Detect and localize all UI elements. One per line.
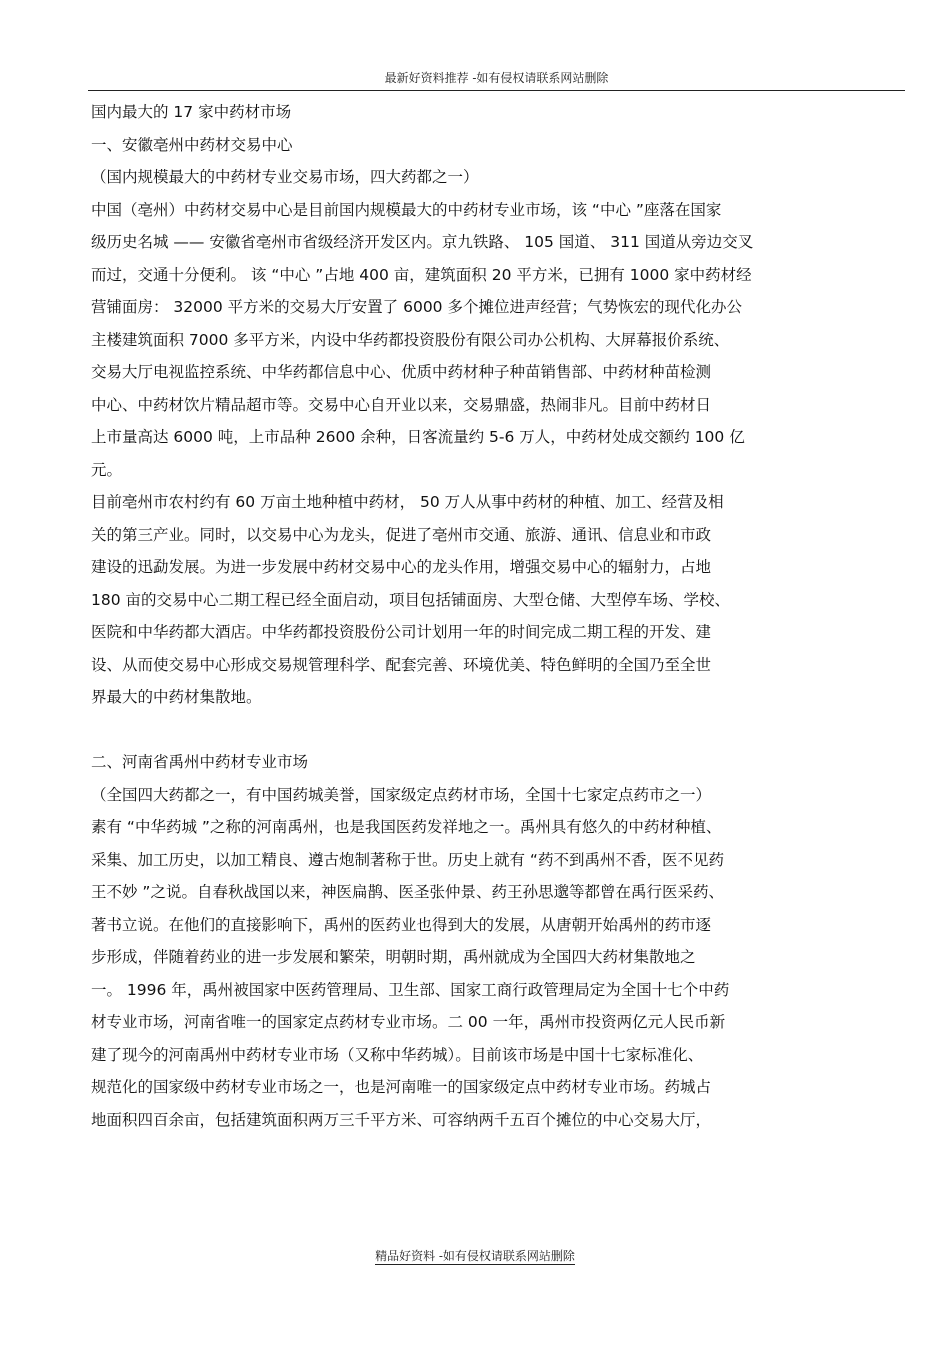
section-subtitle-yuzhou: （全国四大药都之一，有中国药城美誉，国家级定点药材市场，全国十七家定点药市之一）	[91, 785, 712, 804]
section-heading-yuzhou: 二、河南省禹州中药材专业市场	[91, 753, 309, 771]
section-spacer	[91, 714, 891, 747]
section-heading-bozhou: 一、安徽亳州中药材交易中心	[91, 135, 293, 154]
paragraph-line: 采集、加工历史，以加工精良、遵古炮制著称于世。历史上就有 “药不到禹州不香，医不见药	[91, 850, 724, 869]
page-footer	[0, 1248, 950, 1264]
document-body	[91, 96, 891, 1136]
paragraph-line: 关的第三产业。同时，以交易中心为龙头，促进了亳州市交通、旅游、通讯、信息业和市政	[91, 525, 712, 544]
footer-text: 精品好资料 -如有侵权请联系网站删除	[375, 1249, 575, 1263]
paragraph-line: 步形成，伴随着药业的进一步发展和繁荣，明朝时期，禹州就成为全国四大药材集散地之	[91, 948, 696, 966]
paragraph-line: 上市量高达 6000 吨，上市品种 2600 余种，日客流量约 5-6 万人，中药材处成交额约 100 亿	[91, 428, 745, 446]
doc-title: 国内最大的 17 家中药材市场	[91, 103, 292, 121]
paragraph-line: 地面积四百余亩，包括建筑面积两万三千平方米、可容纳两千五百个摊位的中心交易大厅，	[91, 1110, 712, 1129]
paragraph-line: 设、从而使交易中心形成交易规管理科学、配套完善、环境优美、特色鲜明的全国乃至全世	[91, 655, 712, 674]
paragraph-line: 而过，交通十分便利。 该 “中心 ”占地 400 亩，建筑面积 20 平方米，已拥有 1000 家中药材经	[91, 265, 752, 284]
paragraph-line: 营铺面房： 32000 平方米的交易大厅安置了 6000 多个摊位进声经营；气势恢宏的现代化办公	[91, 298, 742, 316]
paragraph-line: 医院和中华药都大酒店。中华药都投资股份公司计划用一年的时间完成二期工程的开发、建	[91, 623, 712, 641]
paragraph-line: 著书立说。在他们的直接影响下，禹州的医药业也得到大的发展，从唐朝开始禹州的药市逐	[91, 915, 712, 934]
paragraph-line: 一。 1996 年，禹州被国家中医药管理局、卫生部、国家工商行政管理局定为全国十七个中药	[91, 980, 730, 999]
paragraph-line: 规范化的国家级中药材专业市场之一，也是河南唯一的国家级定点中药材专业市场。药城占	[91, 1078, 712, 1096]
paragraph-line: 目前亳州市农村约有 60 万亩土地种植中药材， 50 万人从事中药材的种植、加工、经营及相	[91, 493, 724, 511]
paragraph-line: 建设的迅勐发展。为进一步发展中药材交易中心的龙头作用，增强交易中心的辐射力，占地	[91, 558, 712, 576]
paragraph-line: 180 亩的交易中心二期工程已经全面启动，项目包括铺面房、大型仓储、大型停车场、学校、	[91, 590, 731, 609]
paragraph-line: 元。	[91, 460, 123, 479]
paragraph-line: 素有 “中华药城 ”之称的河南禹州，也是我国医药发祥地之一。禹州具有悠久的中药材种植、	[91, 818, 722, 836]
paragraph-line: 王不妙 ”之说。自春秋战国以来，神医扁鹊、医圣张仲景、药王孙思邈等都曾在禹行医采药、	[91, 883, 724, 901]
paragraph-line: 建了现今的河南禹州中药材专业市场（又称中华药城）。目前该市场是中国十七家标准化、	[91, 1045, 704, 1064]
paragraph-line: 级历史名城 —— 安徽省亳州市省级经济开发区内。京九铁路、 105 国道、 311 国道从旁边交叉	[91, 233, 754, 251]
section-subtitle-bozhou: （国内规模最大的中药材专业交易市场，四大药都之一）	[91, 168, 479, 186]
paragraph-line: 交易大厅电视监控系统、中华药都信息中心、优质中药材种子种苗销售部、中药材种苗检测	[91, 363, 712, 381]
page-header	[88, 70, 905, 91]
paragraph-line: 中心、中药材饮片精品超市等。交易中心自开业以来，交易鼎盛，热闹非凡。目前中药材日	[91, 395, 712, 414]
paragraph-line: 界最大的中药材集散地。	[91, 688, 262, 706]
paragraph-line: 中国（亳州）中药材交易中心是目前国内规模最大的中药材专业市场，该 “中心 ”座落在国家	[91, 200, 722, 219]
paragraph-line: 材专业市场，河南省唯一的国家定点药材专业市场。二 00 一年，禹州市投资两亿元人民币新	[91, 1013, 726, 1031]
header-text: 最新好资料推荐 -如有侵权请联系网站删除	[384, 71, 609, 85]
paragraph-line: 主楼建筑面积 7000 多平方米，内设中华药都投资股份有限公司办公机构、大屏幕报价系统、	[91, 330, 730, 349]
